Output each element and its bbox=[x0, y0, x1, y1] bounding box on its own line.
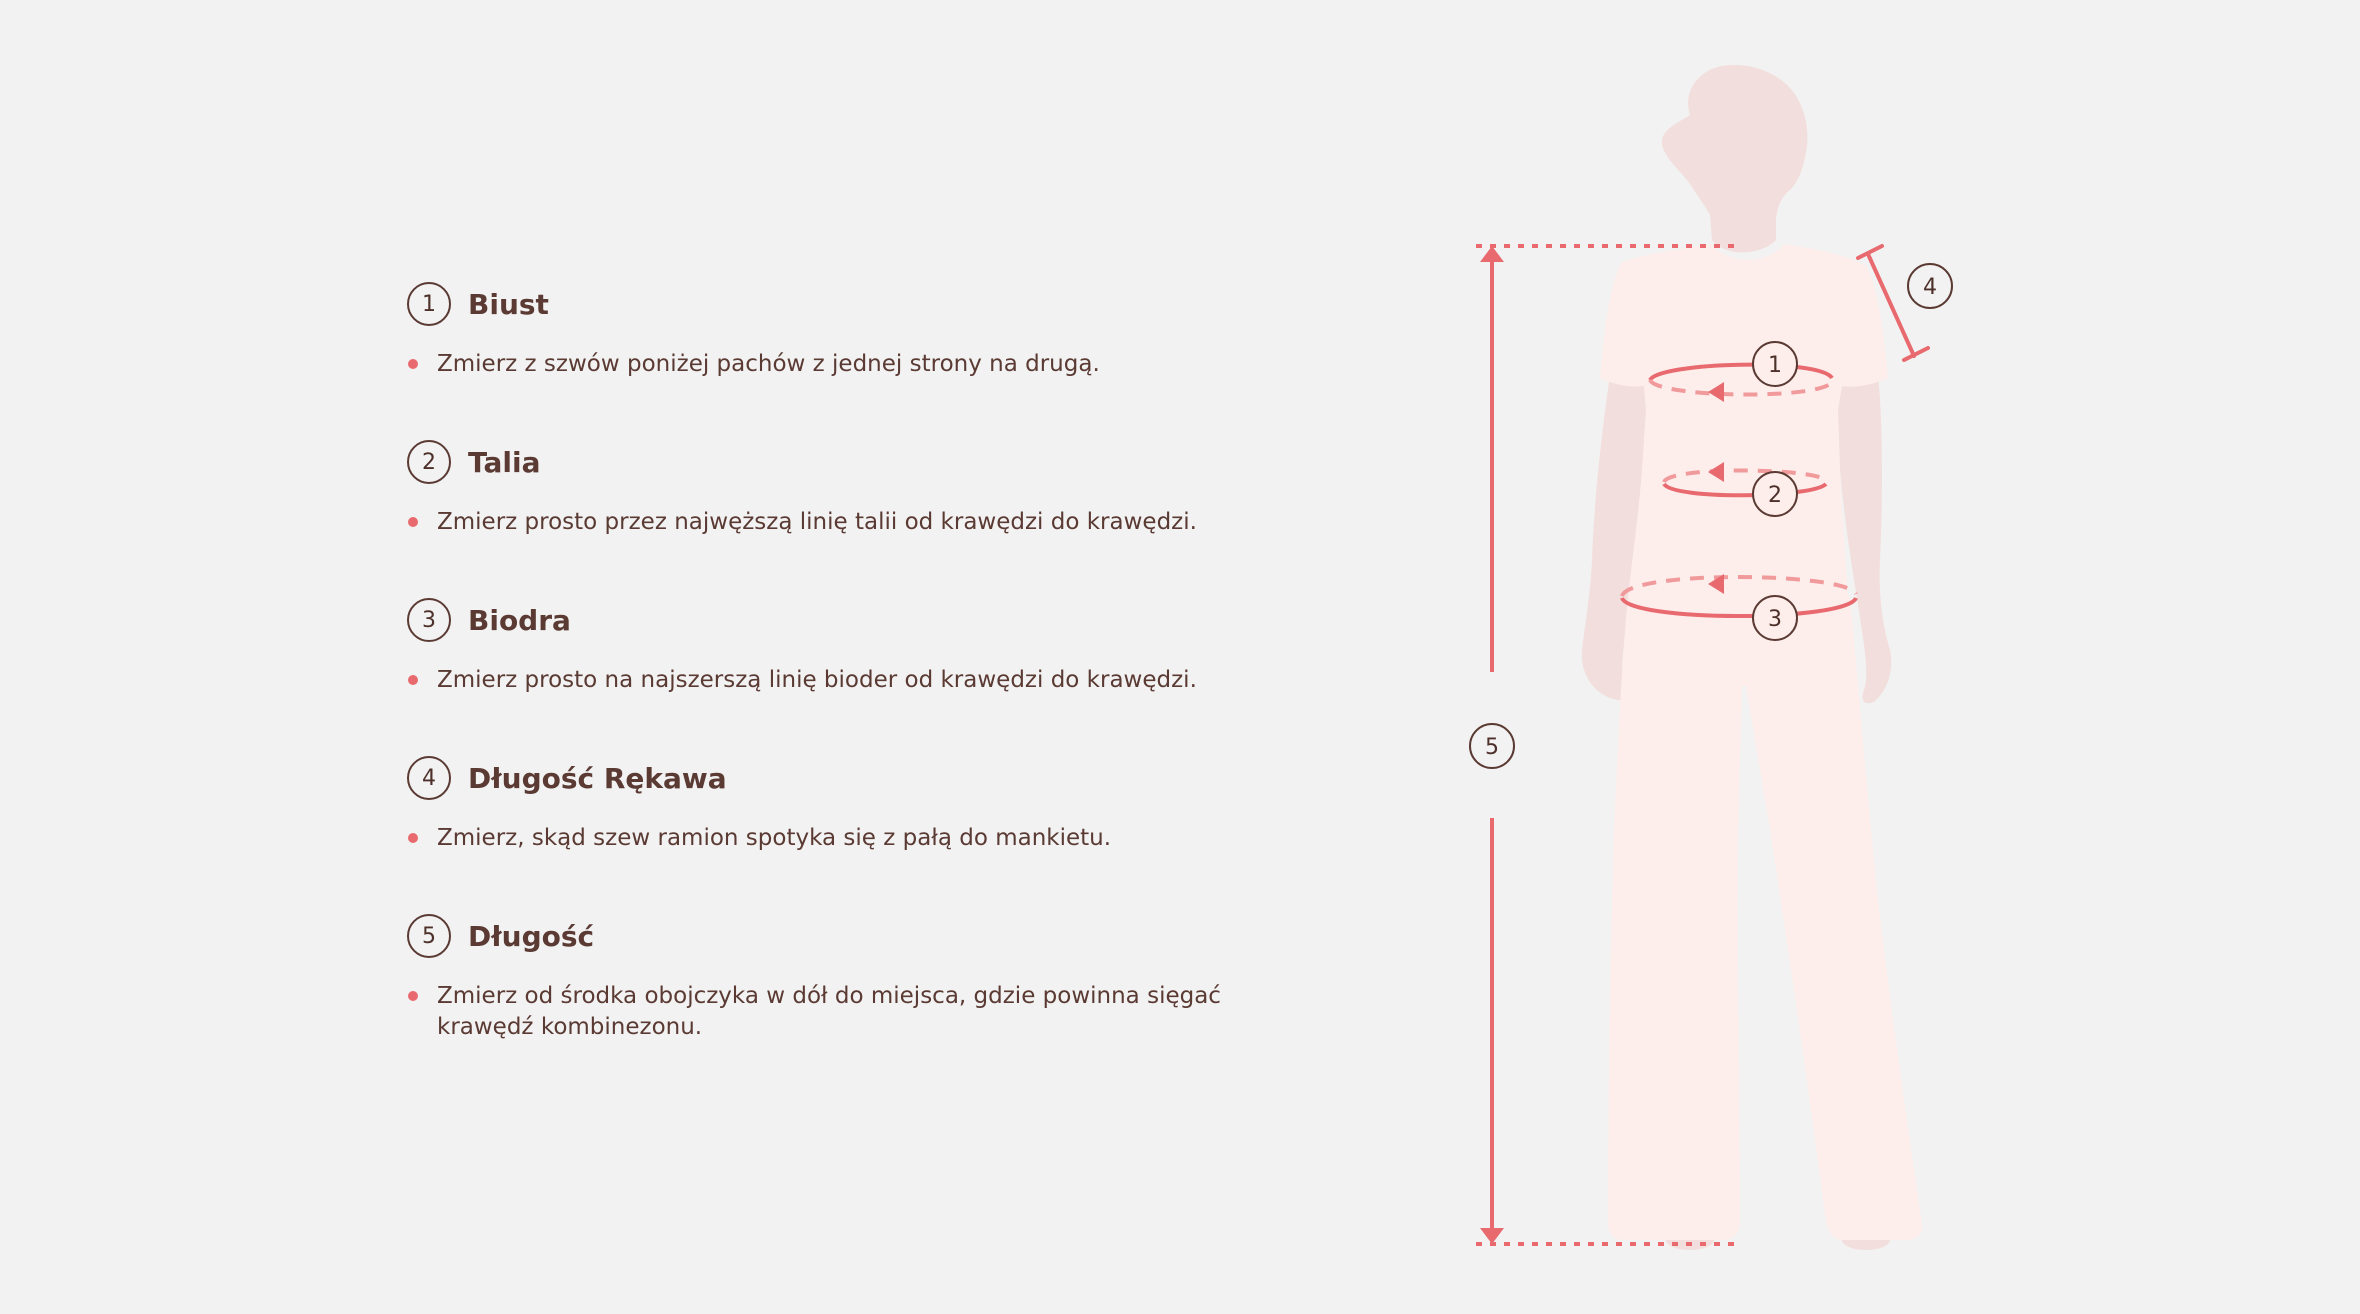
figure-badge-length bbox=[1470, 724, 1514, 768]
figure-badge-bust bbox=[1753, 342, 1797, 386]
number-badge: 5 bbox=[407, 914, 451, 958]
number-badge: 1 bbox=[407, 282, 451, 326]
description-text: Zmierz od środka obojczyka w dół do miejsca, gdzie powinna sięgać krawędź kombinezonu. bbox=[437, 983, 1221, 1040]
measurement-title: Długość bbox=[468, 919, 595, 953]
description-text: Zmierz prosto na najszerszą linię bioder od krawędzi do krawędzi. bbox=[437, 667, 1197, 693]
badge-label: 1 bbox=[1768, 353, 1782, 378]
number-badge: 3 bbox=[407, 598, 451, 642]
badge-label: 5 bbox=[1485, 735, 1499, 760]
badge-label: 3 bbox=[1768, 607, 1782, 632]
badge-label: 2 bbox=[1768, 483, 1782, 508]
description-text: Zmierz, skąd szew ramion spotyka się z pałą do mankietu. bbox=[437, 825, 1112, 851]
arrow-up-icon bbox=[1480, 246, 1504, 262]
number-badge: 2 bbox=[407, 440, 451, 484]
figure-badge-hips bbox=[1753, 596, 1797, 640]
head-shape bbox=[1662, 65, 1808, 253]
description-text: Zmierz prosto przez najwęższą linię talii od krawędzi do krawędzi. bbox=[437, 509, 1197, 535]
measurement-title: Talia bbox=[468, 445, 541, 479]
figure-badge-waist bbox=[1753, 472, 1797, 516]
badge-label: 4 bbox=[1923, 275, 1937, 300]
arrow-down-icon bbox=[1480, 1228, 1504, 1244]
measurement-title: Długość Rękawa bbox=[468, 761, 727, 795]
figure-badge-sleeve bbox=[1908, 264, 1952, 308]
measurement-title: Biust bbox=[468, 287, 549, 321]
description-text: Zmierz z szwów poniżej pachów z jednej strony na drugą. bbox=[437, 351, 1100, 377]
measurement-title: Biodra bbox=[468, 603, 571, 637]
number-badge: 4 bbox=[407, 756, 451, 800]
